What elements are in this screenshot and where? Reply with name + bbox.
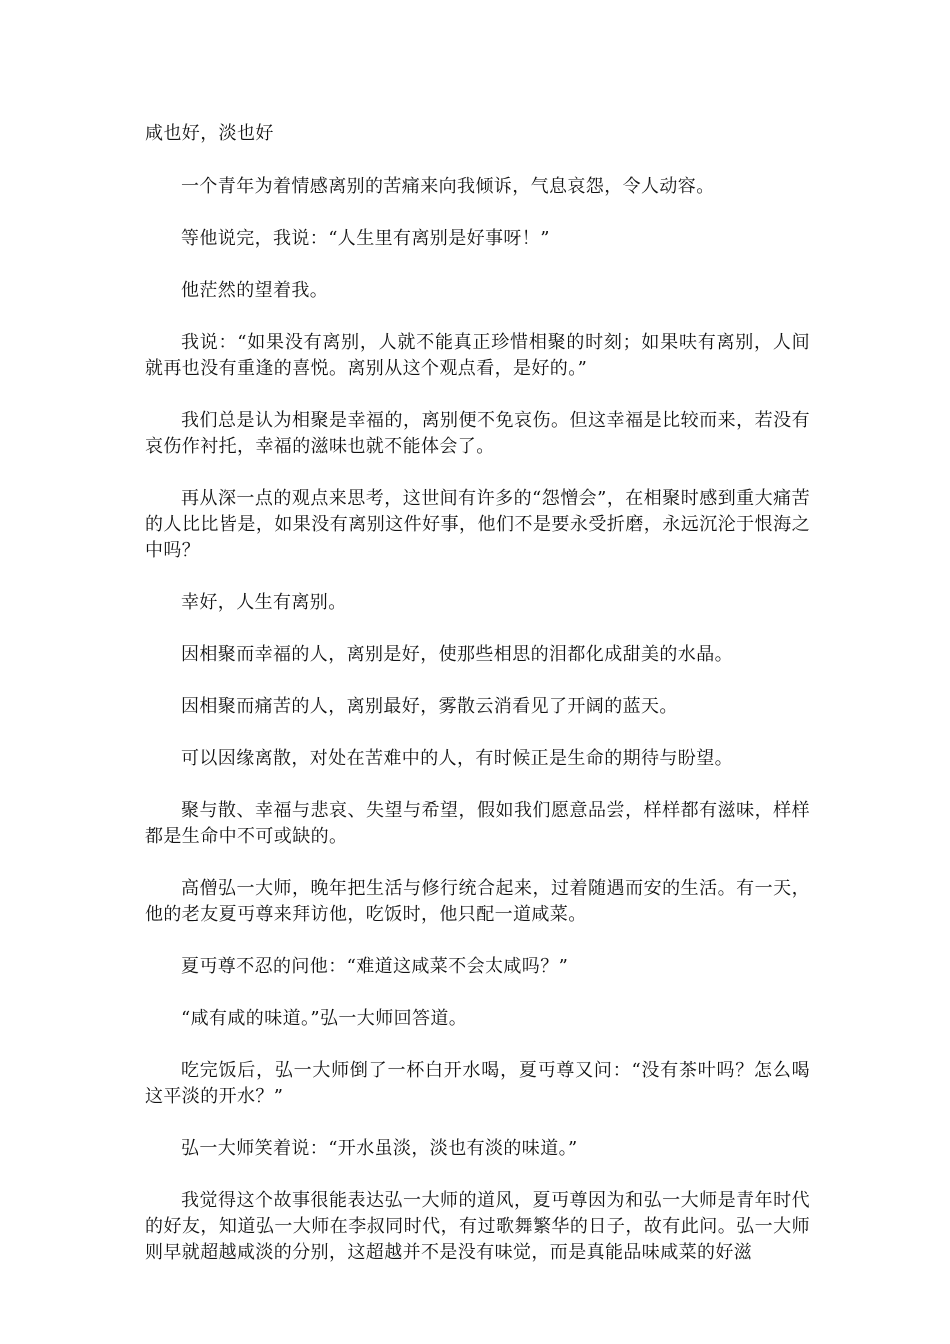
paragraph: 一个青年为着情感离别的苦痛来向我倾诉，气息哀怨，令人动容。 [181,176,715,197]
paragraph: 弘一大师笑着说：“开水虽淡，淡也有淡的味道。” [181,1138,578,1159]
paragraph: 我觉得这个故事很能表达弘一大师的道风，夏丏尊因为和弘一大师是青年时代的好友，知道弘一大师在李叔同时代，有过歌舞繁华的日子，故有此问。弘一大师则早就超越咸淡的分别，这超越并不是没有味觉，而是真能品味咸菜的好滋 [145,1190,810,1263]
paragraph: 他茫然的望着我。 [181,280,329,301]
paragraph: 等他说完，我说：“人生里有离别是好事呀！” [181,228,550,249]
paragraph: 可以因缘离散，对处在苦难中的人，有时候正是生命的期待与盼望。 [181,748,733,769]
paragraph: 幸好，人生有离别。 [181,592,347,613]
paragraph: 聚与散、幸福与悲哀、失望与希望，假如我们愿意品尝，样样都有滋味，样样都是生命中不可或缺的。 [145,800,810,847]
paragraph: “咸有咸的味道。”弘一大师回答道。 [181,1008,468,1029]
paragraph: 再从深一点的观点来思考，这世间有许多的“怨憎会”，在相聚时感到重大痛苦的人比比皆是，如果没有离别这件好事，他们不是要永受折磨，永远沉沦于恨海之中吗？ [145,488,810,561]
paragraph: 因相聚而幸福的人，离别是好，使那些相思的泪都化成甜美的水晶。 [181,644,733,665]
paragraph: 吃完饭后，弘一大师倒了一杯白开水喝，夏丏尊又问：“没有茶叶吗？怎么喝这平淡的开水？” [145,1060,810,1107]
paragraph: 因相聚而痛苦的人，离别最好，雾散云消看见了开阔的蓝天。 [181,696,678,717]
paragraph: 夏丏尊不忍的问他：“难道这咸菜不会太咸吗？” [181,956,569,977]
paragraph: 高僧弘一大师，晚年把生活与修行统合起来，过着随遇而安的生活。有一天，他的老友夏丏尊来拜访他，吃饭时，他只配一道咸菜。 [145,878,810,925]
paragraph: 我们总是认为相聚是幸福的，离别便不免哀伤。但这幸福是比较而来，若没有哀伤作衬托，幸福的滋味也就不能体会了。 [145,410,810,457]
document-page [145,121,810,1292]
paragraph: 我说：“如果没有离别，人就不能真正珍惜相聚的时刻；如果呋有离别，人间就再也没有重逢的喜悦。离别从这个观点看，是好的。” [145,332,810,379]
document-title: 咸也好，淡也好 [145,123,274,144]
